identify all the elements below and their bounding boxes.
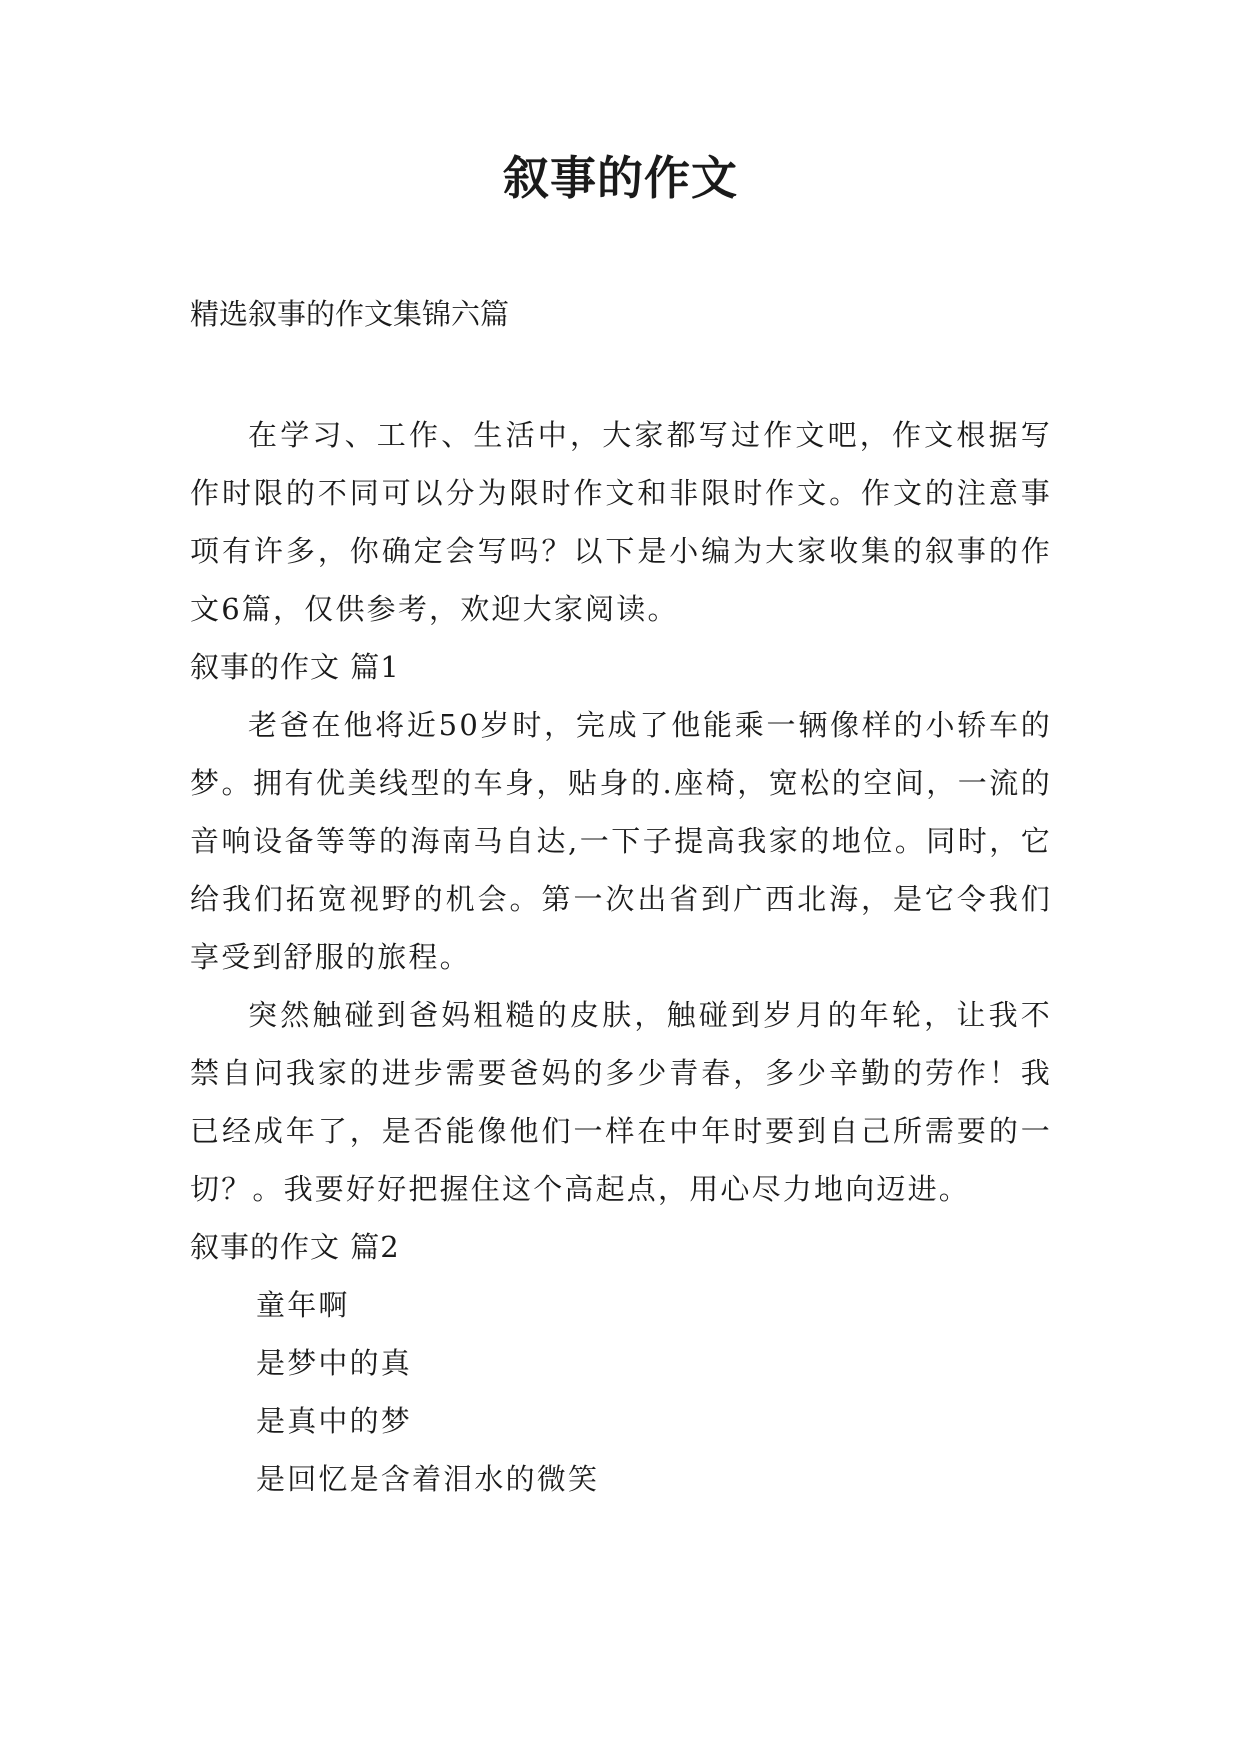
document-body [190, 406, 1052, 1508]
document-subtitle: 精选叙事的作文集锦六篇 [190, 297, 510, 331]
poem-line-2: 是梦中的真 [256, 1346, 413, 1380]
intro-paragraph: 在学习、工作、生活中，大家都写过作文吧，作文根据写作时限的不同可以分为限时作文和非限时作文。作文的注意事项有许多，你确定会写吗？以下是小编为大家收集的叙事的作文6篇，仅供参考，欢迎大家阅读。 [190, 418, 1052, 626]
poem-line-4: 是回忆是含着泪水的微笑 [256, 1462, 600, 1496]
section-heading-2: 叙事的作文 篇2 [190, 1230, 400, 1264]
poem-line-3: 是真中的梦 [256, 1404, 413, 1438]
section-1-paragraph-2: 突然触碰到爸妈粗糙的皮肤，触碰到岁月的年轮，让我不禁自问我家的进步需要爸妈的多少青春，多少辛勤的劳作！我已经成年了，是否能像他们一样在中年时要到自己所需要的一切？。我要好好把握住这个高起点，用心尽力地向迈进。 [190, 998, 1052, 1206]
document-title: 叙事的作文 [503, 151, 738, 205]
section-heading-1: 叙事的作文 篇1 [190, 650, 400, 684]
section-1-paragraph-1: 老爸在他将近50岁时，完成了他能乘一辆像样的小轿车的梦。拥有优美线型的车身，贴身的.座椅，宽松的空间，一流的音响设备等等的海南马自达,一下子提高我家的地位。同时，它给我们拓宽视野的机会。第一次出省到广西北海，是它令我们享受到舒服的旅程。 [190, 708, 1052, 974]
poem-line-1: 童年啊 [256, 1288, 350, 1322]
